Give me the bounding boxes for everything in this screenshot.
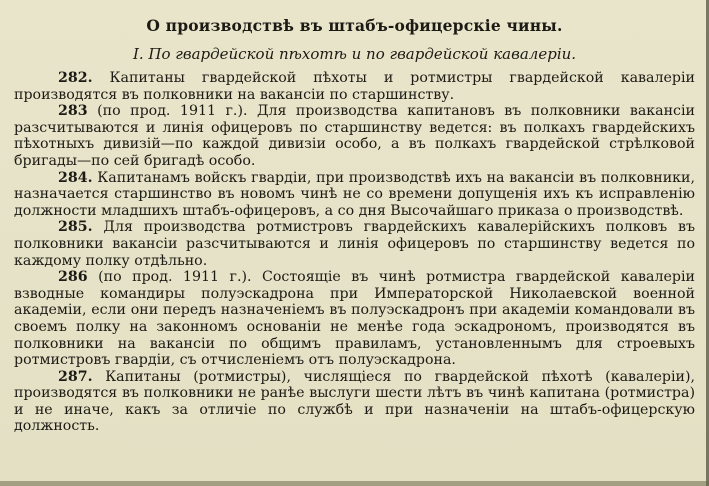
paragraph-286 <box>14 269 695 369</box>
paragraph-text: Капитанамъ войскъ гвардіи, при производствѣ ихъ на вакансіи въ полковники, назначается старшинство въ новомъ чинѣ не со времени допущенія ихъ къ исправленію должности младшихъ штабъ-офицеровъ, а со дня Высочайшаго приказа о производствѣ. <box>14 169 695 219</box>
paragraph-number: 287. <box>58 368 93 385</box>
paragraph-number: 283 <box>58 103 88 120</box>
paragraph-284 <box>14 170 695 220</box>
paragraph-number: 282. <box>58 70 93 86</box>
paragraph-282 <box>14 70 695 103</box>
paragraph-number: 286 <box>58 269 88 286</box>
paragraph-number: 284. <box>58 169 93 186</box>
paragraph-text: Для производства ротмистровъ гвардейскихъ кавалерійскихъ полковъ въ полковники вакансіи разсчитываются и линія офицеровъ по старшинству ведется по каждому полку отдѣльно. <box>14 219 696 269</box>
document-title: О производствѣ въ штабъ-офицерскіе чины. <box>146 16 563 35</box>
paragraph-283 <box>14 103 695 169</box>
paragraph-text: (по прод. 1911 г.). Состоящіе въ чинѣ ротмистра гвардейской кавалеріи взводные командиры полуэскадрона при Императорской Николаевской военной академіи, если они передъ назначеніемъ въ полуэскадронъ при академіи командовали въ своемъ полку на законномъ основаніи не менѣе года эскадрономъ, производятся въ полковники на вакансіи по общимъ правиламъ, установленнымъ для строевыхъ ротмистровъ гвардіи, съ отчисленіемъ отъ полуэскадрона. <box>14 269 695 369</box>
paragraph-text: (по прод. 1911 г.). Для производства капитановъ въ полковники вакансіи разсчитываются и линія офицеровъ по старшинству ведется: въ полкахъ гвардейскихъ пѣхотныхъ дивизій—по каждой дивизіи особо, а въ полкахъ гвардейской стрѣлковой бригады—по сей бригадѣ особо. <box>14 103 695 169</box>
paragraph-text: Капитаны (ротмистры), числящіеся по гвардейской пѣхотѣ (кавалеріи), производятся въ полковники не ранѣе выслуги шести лѣтъ въ чинѣ капитана (ротмистра) и не иначе, какъ за отличіе по службѣ и при назначеніи на штабъ-офицерскую должность. <box>14 368 696 435</box>
paragraph-number: 285. <box>58 219 93 236</box>
page-edge-bottom <box>0 481 709 486</box>
paragraph-287 <box>14 369 695 435</box>
section-heading: I. По гвардейской пѣхотѣ и по гвардейской кавалеріи. <box>132 45 577 63</box>
paragraph-text: Капитаны гвардейской пѣхоты и ротмистры гвардейской кавалеріи производятся въ полковники на вакансіи по старшинству. <box>14 70 695 103</box>
article-body <box>14 70 695 435</box>
paragraph-285 <box>14 219 695 269</box>
